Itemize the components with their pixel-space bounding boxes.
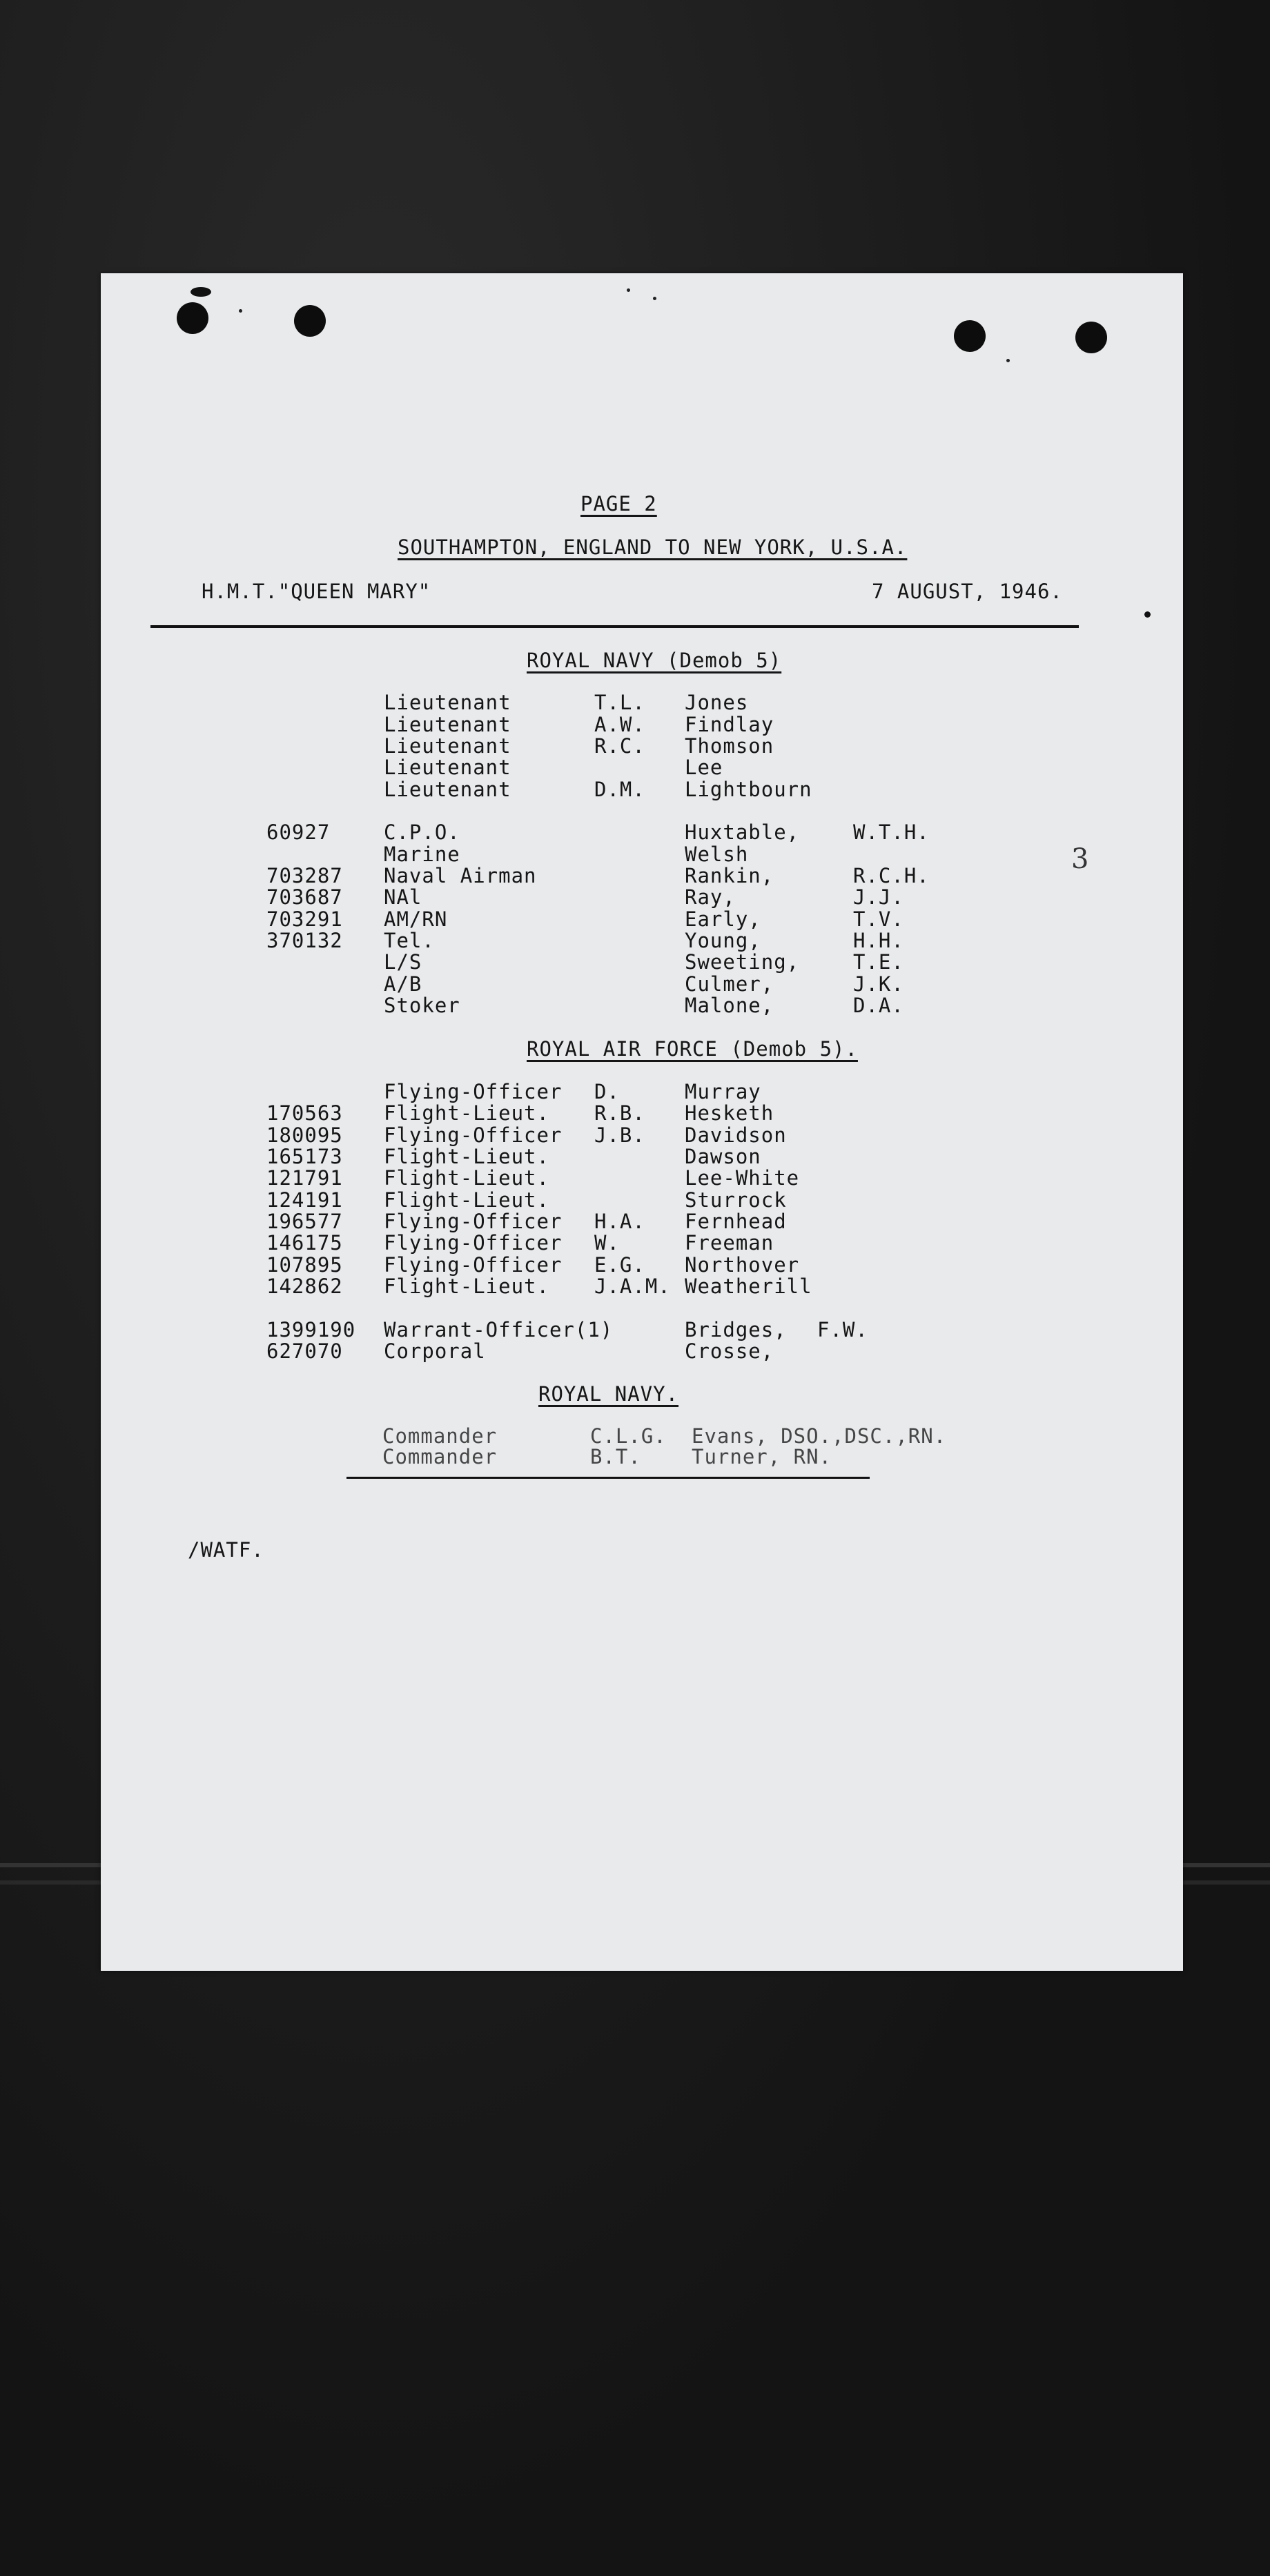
service-number: 703687	[266, 885, 343, 909]
service-number: 146175	[266, 1231, 343, 1255]
initials-after: T.E.	[853, 950, 904, 974]
initials: B.T.	[590, 1445, 641, 1468]
initials-after: D.A.	[853, 994, 904, 1017]
service-number: 107895	[266, 1253, 343, 1277]
surname: Sweeting,	[685, 950, 800, 974]
page-number: PAGE 2	[580, 492, 657, 515]
initials: D.M.	[594, 778, 645, 801]
service-number: 60927	[266, 820, 331, 844]
rank: Flight-Lieut.	[384, 1188, 549, 1212]
surname: Rankin,	[685, 864, 774, 887]
punch-hole	[1075, 322, 1107, 353]
surname: Turner, RN.	[692, 1445, 832, 1468]
surname: Culmer,	[685, 972, 774, 996]
surname: Early,	[685, 907, 761, 931]
rank: Commander	[382, 1424, 498, 1448]
ship-name: H.M.T."QUEEN MARY"	[202, 580, 431, 603]
surname: Lightbourn	[685, 778, 812, 801]
rank: Flying-Officer	[384, 1253, 563, 1277]
service-number: 370132	[266, 929, 343, 952]
initials-after: J.J.	[853, 885, 904, 909]
surname: Hesketh	[685, 1101, 774, 1125]
rank: Flight-Lieut.	[384, 1145, 549, 1168]
rank: Lieutenant	[384, 734, 511, 758]
punch-hole	[954, 320, 986, 352]
rank: A/B	[384, 972, 422, 996]
surname: Malone,	[685, 994, 774, 1017]
surname: Northover	[685, 1253, 800, 1277]
surname: Lee-White	[685, 1166, 800, 1190]
initials-after: F.W.	[817, 1318, 868, 1341]
rank: L/S	[384, 950, 422, 974]
section-title: ROYAL NAVY (Demob 5)	[527, 649, 782, 672]
surname: Evans, DSO.,DSC.,RN.	[692, 1424, 947, 1448]
margin-note: 3	[1071, 843, 1089, 875]
surname: Lee	[685, 756, 723, 779]
initials: R.C.	[594, 734, 645, 758]
surname: Young,	[685, 929, 761, 952]
rank: Commander	[382, 1445, 498, 1468]
initials: J.B.	[594, 1123, 645, 1147]
rank: Corporal	[384, 1339, 486, 1363]
rank: C.P.O.	[384, 820, 460, 844]
initials: R.B.	[594, 1101, 645, 1125]
rank: Flying-Officer	[384, 1123, 563, 1147]
service-number: 170563	[266, 1101, 343, 1125]
initials-after: J.K.	[853, 972, 904, 996]
service-number: 196577	[266, 1210, 343, 1233]
rank: NAl	[384, 885, 422, 909]
initials-after: H.H.	[853, 929, 904, 952]
service-number: 703291	[266, 907, 343, 931]
closing-rule	[346, 1477, 870, 1479]
surname: Murray	[685, 1080, 761, 1103]
initials-after: T.V.	[853, 907, 904, 931]
surname: Bridges,	[685, 1318, 787, 1341]
surname: Findlay	[685, 713, 774, 736]
surname: Crosse,	[685, 1339, 774, 1363]
initials: D.	[594, 1080, 620, 1103]
surname: Sturrock	[685, 1188, 787, 1212]
rank: AM/RN	[384, 907, 448, 931]
initials: E.G.	[594, 1253, 645, 1277]
header-rule	[150, 625, 1079, 628]
route-heading: SOUTHAMPTON, ENGLAND TO NEW YORK, U.S.A.	[398, 535, 908, 559]
initials-after: R.C.H.	[853, 864, 930, 887]
rank: Flying-Officer	[384, 1231, 563, 1255]
surname: Huxtable,	[685, 820, 800, 844]
rank: Flying-Officer	[384, 1080, 563, 1103]
initials: T.L.	[594, 691, 645, 714]
rank: Tel.	[384, 929, 435, 952]
service-number: 121791	[266, 1166, 343, 1190]
rank: Warrant-Officer(1)	[384, 1318, 614, 1341]
rank: Lieutenant	[384, 756, 511, 779]
surname: Thomson	[685, 734, 774, 758]
rank: Flight-Lieut.	[384, 1166, 549, 1190]
punch-hole	[294, 305, 326, 337]
rank: Lieutenant	[384, 778, 511, 801]
rank: Naval Airman	[384, 864, 537, 887]
rank: Flight-Lieut.	[384, 1275, 549, 1298]
section-title: ROYAL AIR FORCE (Demob 5).	[527, 1037, 858, 1061]
rank: Flying-Officer	[384, 1210, 563, 1233]
rank: Marine	[384, 843, 460, 866]
service-number: 142862	[266, 1275, 343, 1298]
surname: Davidson	[685, 1123, 787, 1147]
service-number: 703287	[266, 864, 343, 887]
surname: Weatherill	[685, 1275, 812, 1298]
rank: Lieutenant	[384, 713, 511, 736]
initials: W.	[594, 1231, 620, 1255]
service-number: 627070	[266, 1339, 343, 1363]
section-title: ROYAL NAVY.	[538, 1382, 679, 1406]
surname: Freeman	[685, 1231, 774, 1255]
initials-after: W.T.H.	[853, 820, 930, 844]
surname: Dawson	[685, 1145, 761, 1168]
rank: Lieutenant	[384, 691, 511, 714]
initials: A.W.	[594, 713, 645, 736]
surname: Ray,	[685, 885, 736, 909]
voyage-date: 7 AUGUST, 1946.	[872, 580, 1063, 603]
surname: Welsh	[685, 843, 749, 866]
rank: Flight-Lieut.	[384, 1101, 549, 1125]
initials: J.A.M.	[594, 1275, 671, 1298]
surname: Jones	[685, 691, 749, 714]
service-number: 180095	[266, 1123, 343, 1147]
initials: H.A.	[594, 1210, 645, 1233]
rank: Stoker	[384, 994, 460, 1017]
reference-initials: /WATF.	[188, 1538, 264, 1562]
surname: Fernhead	[685, 1210, 787, 1233]
initials: C.L.G.	[590, 1424, 667, 1448]
service-number: 124191	[266, 1188, 343, 1212]
service-number: 1399190	[266, 1318, 356, 1341]
document-page	[101, 273, 1183, 1971]
punch-hole	[177, 302, 208, 334]
service-number: 165173	[266, 1145, 343, 1168]
